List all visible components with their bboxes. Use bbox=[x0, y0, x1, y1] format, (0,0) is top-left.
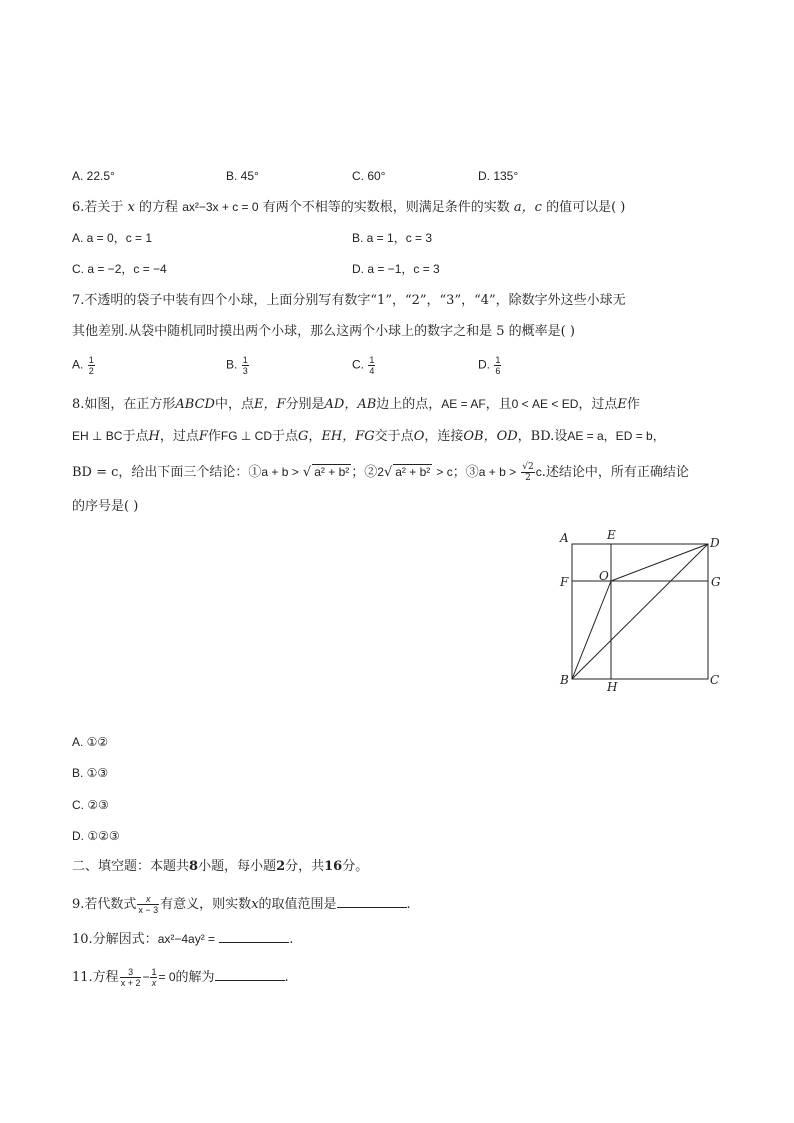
label-h: H bbox=[607, 680, 618, 694]
q8-option-c: C. ②③ bbox=[72, 798, 109, 812]
q7-option-a: A. $\frac{1}{2}$ bbox=[72, 355, 94, 376]
q11-answer-blank[interactable] bbox=[215, 968, 285, 981]
q9-stem: 9.若代数式 $\frac{x}{x - 3}$ 有意义，则实数x的取值范围是 . bbox=[72, 894, 411, 915]
q5-option-a: A. 22.5° bbox=[72, 169, 115, 183]
label-g: G bbox=[711, 575, 721, 589]
q9-answer-blank[interactable] bbox=[337, 895, 407, 908]
q11-stem: 11.方程 $\frac{3}{x + 2}$ − $\frac{1}{x}$ = 0的解为 . bbox=[72, 967, 289, 988]
q10-stem: 10.分解因式：ax²−4ay² = . bbox=[72, 932, 294, 947]
label-o: O bbox=[599, 569, 609, 583]
q8-option-b: B. ①③ bbox=[72, 766, 109, 780]
label-d: D bbox=[710, 536, 720, 550]
label-c: C bbox=[710, 673, 720, 687]
q7-option-b: B. $\frac{1}{3}$ bbox=[226, 355, 248, 376]
q5-option-b: B. 45° bbox=[226, 169, 259, 183]
q7-option-c: C. $\frac{1}{4}$ bbox=[352, 355, 375, 376]
q8-square-figure bbox=[556, 526, 726, 696]
q6-option-a: A. a = 0，c = 1 bbox=[72, 231, 153, 245]
q7-stem-line1: 7.不透明的袋子中装有四个小球，上面分别写有数字“1”，“2”，“3”，“4”，除数字外这些小球无 bbox=[72, 293, 626, 308]
label-e: E bbox=[607, 528, 616, 542]
section-2-header: 二、填空题：本题共8小题，每小题2分，共16分。 bbox=[72, 859, 369, 874]
q7-option-d: D. $\frac{1}{6}$ bbox=[478, 355, 501, 376]
q6-option-c: C. a = −2，c = −4 bbox=[72, 262, 167, 276]
segment-od bbox=[611, 544, 708, 581]
q8-option-d: D. ①②③ bbox=[72, 829, 120, 843]
q8-option-a: A. ①② bbox=[72, 735, 109, 749]
q8-stem-line3: BD = c，给出下面三个结论：①a + b > √ a² + b² ；②2√ a² + b² > c；③a + b > $\frac{√2}{2}$ c.述结论中，所有正确结论 bbox=[72, 462, 689, 483]
segment-ob bbox=[572, 581, 611, 679]
q5-option-d: D. 135° bbox=[478, 169, 519, 183]
q6-option-b: B. a = 1，c = 3 bbox=[352, 231, 433, 245]
label-f: F bbox=[560, 575, 569, 589]
q7-stem-line2: 其他差别.从袋中随机同时摸出两个小球，那么这两个小球上的数字之和是 5 的概率是( ) bbox=[72, 324, 575, 339]
q8-stem-line4: 的序号是( ) bbox=[72, 499, 139, 514]
label-b: B bbox=[560, 673, 569, 687]
label-a: A bbox=[560, 531, 569, 545]
q10-answer-blank[interactable] bbox=[219, 930, 289, 943]
segment-bd bbox=[572, 544, 708, 679]
q6-stem: 6.若关于 x 的方程 ax²−3x + c = 0 有两个不相等的实数根，则满足条件的实数 a，c 的值可以是( ) bbox=[72, 200, 626, 215]
q8-stem-line2: EH ⊥ BC于点H，过点F作FG ⊥ CD于点G，EH，FG交于点O，连接OB，OD，BD.设AE = a，ED = b， bbox=[72, 429, 665, 444]
q5-option-c: C. 60° bbox=[352, 169, 386, 183]
q6-option-d: D. a = −1，c = 3 bbox=[352, 262, 440, 276]
q8-stem-line1: 8.如图，在正方形ABCD中，点E，F分别是AD，AB边上的点，AE = AF，且0 < AE < ED，过点E作 bbox=[72, 397, 640, 412]
